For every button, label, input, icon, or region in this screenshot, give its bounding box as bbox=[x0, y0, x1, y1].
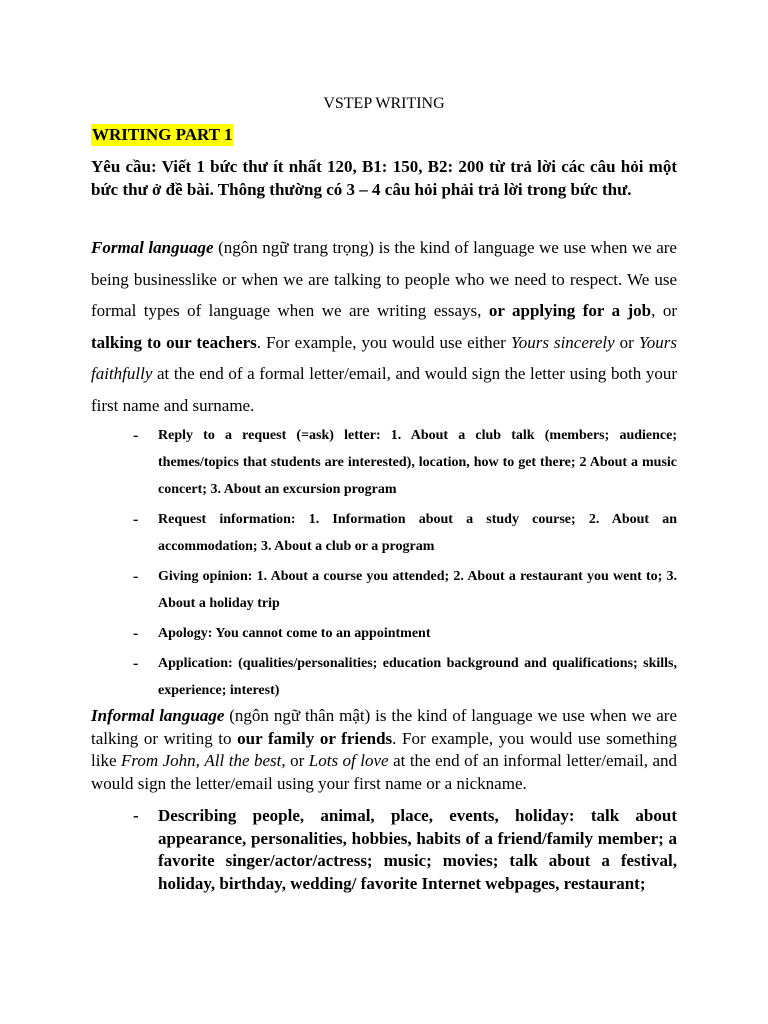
list-item bbox=[91, 620, 677, 647]
list-item-text: Request information: 1. Information about a study course; 2. About an accommodation; 3. About a club or a program bbox=[158, 512, 677, 554]
document-title: VSTEP WRITING bbox=[323, 95, 445, 112]
bullet-dash: - bbox=[133, 427, 139, 444]
formal-italic-1: Yours sincerely bbox=[510, 332, 615, 352]
informal-italic-1: From John bbox=[120, 751, 196, 771]
formal-text-1: (ngôn ngữ trang trọng) is the kind of language we use when we are being businesslike or when we are talking to people who we need to respect. We use formal types of language when we are writing essays, bbox=[91, 238, 677, 320]
informal-italic-3: Lots of love bbox=[308, 751, 389, 771]
formal-term: Formal language bbox=[91, 238, 214, 257]
formal-language-paragraph bbox=[91, 232, 677, 421]
bullet-dash: - bbox=[133, 511, 139, 528]
formal-bold-2: talking to our teachers bbox=[91, 332, 257, 352]
formal-bold-1: or applying for a job bbox=[488, 301, 652, 320]
list-item-text: Describing people, animal, place, events, holiday: talk about appearance, personalities, hobbies, habits of a friend/family member; a favorite singer/actor/actress; music; movies; talk about a festival, holiday, birthday, wedding/ favorite Internet webpages, restaurant; bbox=[158, 806, 677, 894]
informal-letter-types-list bbox=[91, 805, 677, 896]
list-item bbox=[91, 422, 677, 503]
list-item-text: Reply to a request (=ask) letter: 1. About a club talk (members; audience; themes/topics that students are interested), location, how to get there; 2 About a music concert; 3. About an excursion program bbox=[158, 428, 677, 497]
informal-text-4: , or bbox=[281, 751, 309, 771]
formal-text-2: , or bbox=[651, 301, 677, 320]
informal-text-2: . For example, you would use something like bbox=[91, 728, 677, 771]
section-heading: WRITING PART 1 bbox=[92, 125, 233, 144]
formal-text-4: or bbox=[614, 332, 639, 352]
list-item bbox=[91, 563, 677, 617]
formal-letter-types-list bbox=[91, 422, 677, 707]
list-item bbox=[91, 805, 677, 896]
informal-text-5: at the end of an informal letter/email, and would sign the letter/email using your first name or a nickname. bbox=[91, 751, 678, 794]
formal-text-3: . For example, you would use either bbox=[256, 332, 511, 352]
list-item bbox=[91, 506, 677, 560]
bullet-dash: - bbox=[133, 568, 139, 585]
formal-text-5: at the end of a formal letter/email, and would sign the letter using both your first name and surname. bbox=[91, 364, 677, 415]
informal-text-1: (ngôn ngữ thân mật) is the kind of language we use when we are talking or writing to bbox=[91, 706, 677, 748]
list-item-text: Giving opinion: 1. About a course you attended; 2. About a restaurant you went to; 3. About a holiday trip bbox=[158, 569, 677, 611]
informal-italic-2: All the best bbox=[204, 751, 282, 771]
list-item-text: Apology: You cannot come to an appointment bbox=[158, 626, 431, 641]
requirement-paragraph: Yêu cầu: Viết 1 bức thư ít nhất 120, B1: 150, B2: 200 từ trả lời các câu hỏi một bức thư ở đề bài. Thông thường có 3 – 4 câu hỏi phải trả lời trong bức thư. bbox=[91, 157, 677, 199]
bullet-dash: - bbox=[133, 625, 139, 642]
list-item-text: Application: (qualities/personalities; education background and qualifications; skills, experience; interest) bbox=[158, 656, 677, 698]
informal-language-paragraph bbox=[91, 705, 677, 796]
informal-bold-1: our family or friends bbox=[237, 728, 393, 748]
formal-italic-2: Yours faithfully bbox=[91, 332, 677, 383]
bullet-dash: - bbox=[133, 655, 139, 672]
bullet-dash: - bbox=[133, 806, 139, 825]
informal-text-3: , bbox=[195, 751, 205, 771]
list-item bbox=[91, 650, 677, 704]
informal-term: Informal language bbox=[91, 706, 225, 725]
